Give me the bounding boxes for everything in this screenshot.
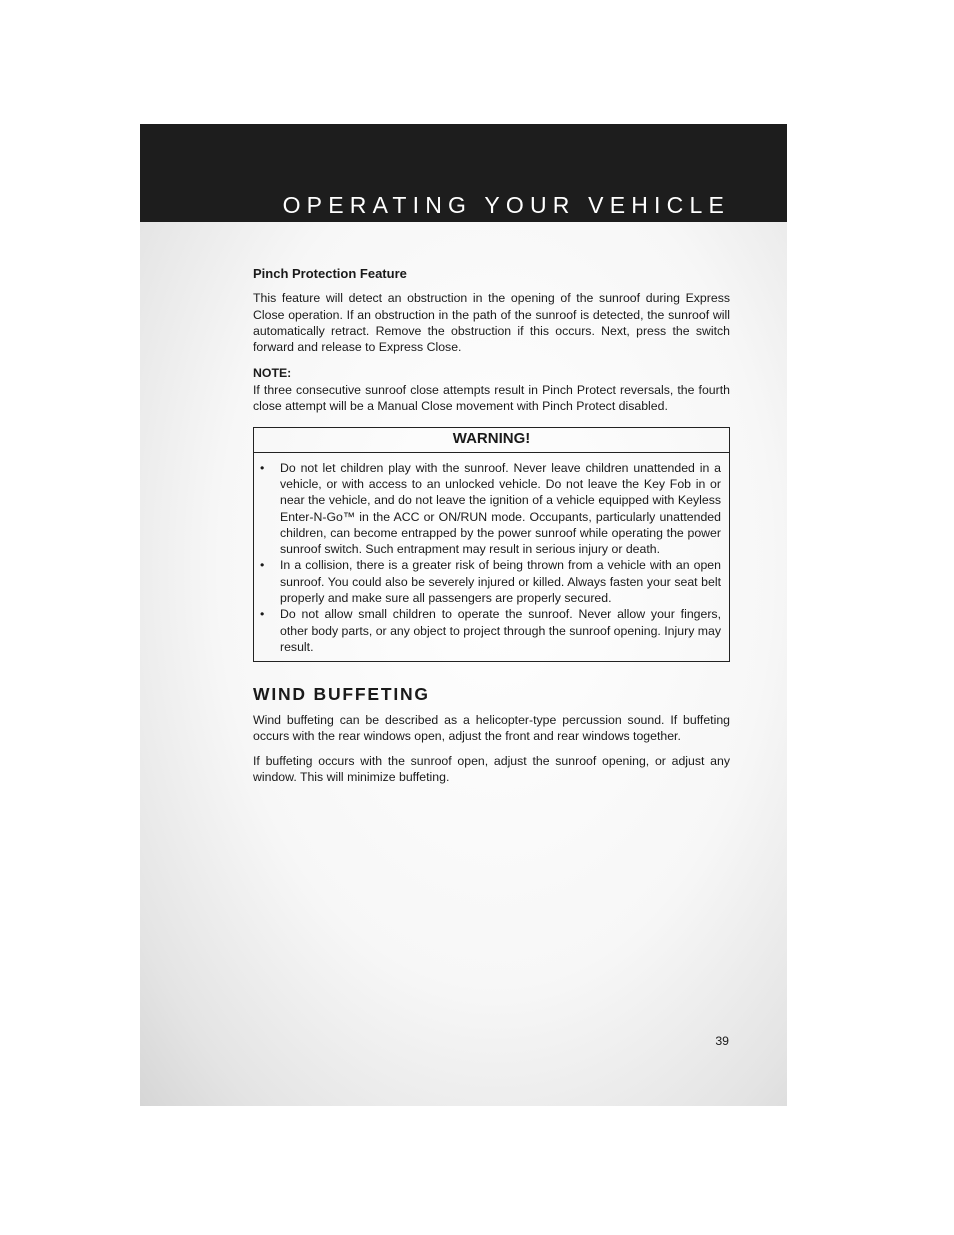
warning-item xyxy=(260,460,721,558)
page-number: 39 xyxy=(715,1034,729,1048)
pinch-protection-heading: Pinch Protection Feature xyxy=(253,266,407,281)
page-content xyxy=(253,266,730,786)
bullet-icon: • xyxy=(260,607,265,622)
page-header-title: OPERATING YOUR VEHICLE xyxy=(282,192,730,218)
warning-item xyxy=(260,557,721,606)
warning-item-text: In a collision, there is a greater risk of being thrown from a vehicle with an open sunroof. You could also be severely injured or killed. Always fasten your seat belt properly and make sure all passengers are properly secured. xyxy=(280,558,721,606)
warning-item-text: Do not let children play with the sunroof. Never leave children unattended in a vehicle, or with access to an unlocked vehicle. Do not leave the Key Fob in or near the vehicle, and do not leave the ignition of a vehicle equipped with Keyless Enter-N-Go™ in the ACC or ON/RUN mode. Occupants, particularly unattended children, can become entrapped by the power sunroof while operating the power sunroof switch. Such entrapment may result in serious injury or death. xyxy=(280,460,721,557)
manual-page xyxy=(140,124,787,1106)
warning-list xyxy=(254,453,729,662)
warning-title: WARNING! xyxy=(254,428,729,452)
bullet-icon: • xyxy=(260,460,265,475)
warning-item xyxy=(260,606,721,655)
wind-buffeting-paragraph: Wind buffeting can be described as a helicopter-type percussion sound. If buffeting occurs with the rear windows open, adjust the front and rear windows together. xyxy=(253,712,730,743)
header-bar xyxy=(140,124,787,222)
warning-item-text: Do not allow small children to operate the sunroof. Never allow your fingers, other body parts, or any object to project through the sunroof opening. Injury may result. xyxy=(280,607,721,654)
wind-buffeting-heading: WIND BUFFETING xyxy=(253,684,430,705)
note-label: NOTE: xyxy=(253,366,292,381)
bullet-icon: • xyxy=(260,558,265,573)
pinch-protection-paragraph: This feature will detect an obstruction in the opening of the sunroof during Express Close operation. If an obstruction in the path of the sunroof is detected, the sunroof will automatically retract. Remove the obstruction if this occurs. Next, press the switch forward and release to Express Close. xyxy=(253,291,730,355)
wind-buffeting-paragraph: If buffeting occurs with the sunroof open, adjust the sunroof opening, or adjust any window. This will minimize buffeting. xyxy=(253,754,730,785)
note-text: If three consecutive sunroof close attempts result in Pinch Protect reversals, the fourth close attempt will be a Manual Close movement with Pinch Protect disabled. xyxy=(253,382,730,414)
warning-box xyxy=(253,427,730,662)
